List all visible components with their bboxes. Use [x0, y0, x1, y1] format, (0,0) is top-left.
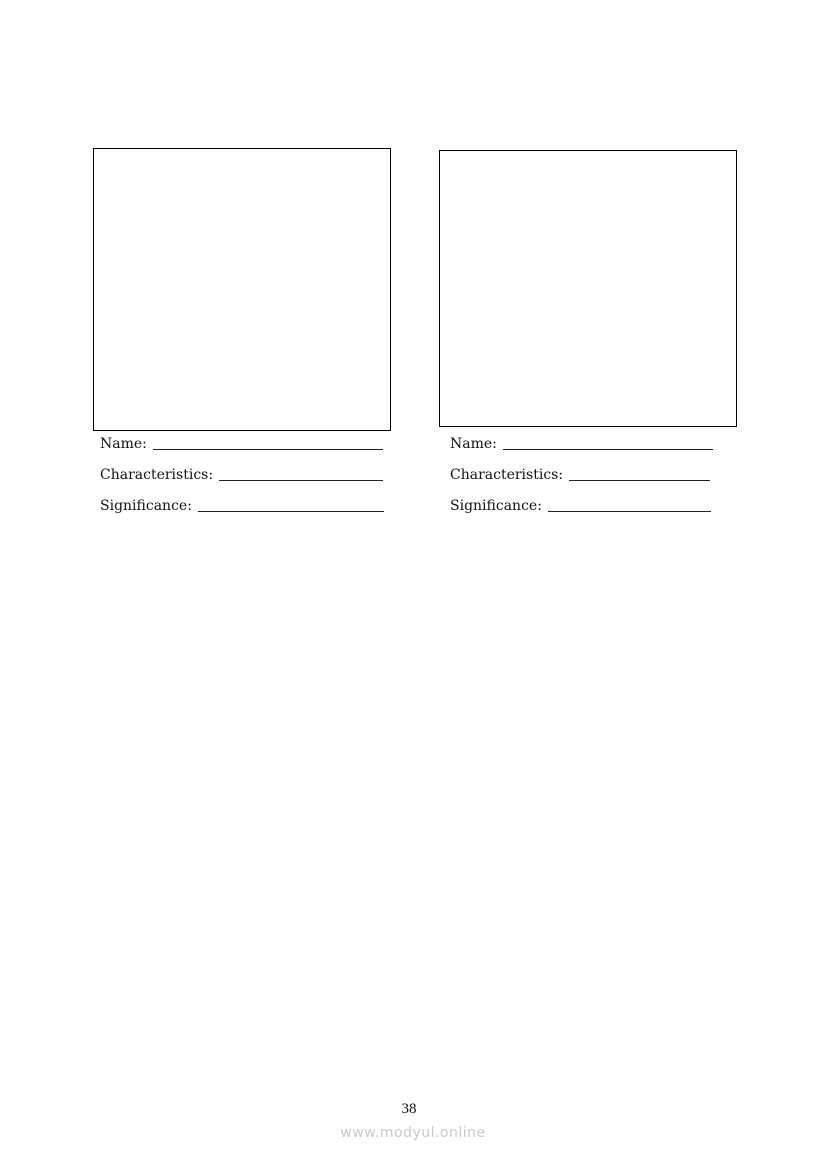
name-field-right: [450, 435, 713, 453]
significance-field-left: [100, 497, 384, 515]
watermark: www.modyul.online: [340, 1125, 486, 1141]
page-number: 38: [401, 1101, 417, 1117]
name-field-left: [100, 435, 383, 453]
drawing-box-left: [93, 148, 391, 431]
significance-blank-line[interactable]: [198, 497, 384, 512]
characteristics-field-right: [450, 466, 710, 484]
significance-label: Significance:: [450, 498, 542, 514]
characteristics-label: Characteristics:: [450, 467, 564, 483]
significance-field-right: [450, 497, 711, 515]
name-blank-line[interactable]: [153, 435, 383, 450]
characteristics-blank-line[interactable]: [219, 466, 383, 481]
characteristics-field-left: [100, 466, 383, 484]
characteristics-blank-line[interactable]: [569, 466, 710, 481]
drawing-box-right: [439, 150, 737, 427]
name-blank-line[interactable]: [503, 435, 713, 450]
significance-label: Significance:: [100, 498, 192, 514]
name-label: Name:: [100, 436, 147, 452]
name-label: Name:: [450, 436, 497, 452]
characteristics-label: Characteristics:: [100, 467, 214, 483]
significance-blank-line[interactable]: [548, 497, 711, 512]
